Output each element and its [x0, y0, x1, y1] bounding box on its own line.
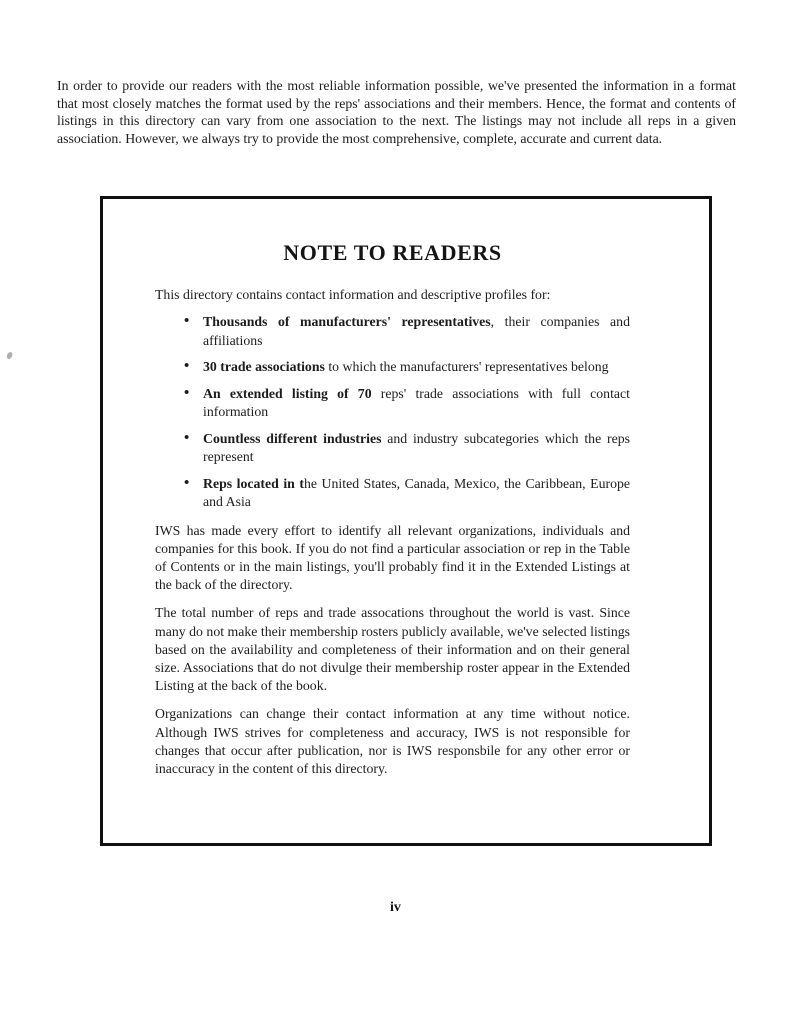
bullet-bold-text: Countless different industries	[203, 430, 382, 446]
bullet-item	[203, 475, 630, 512]
bullet-bold-text: Reps located in t	[203, 475, 304, 491]
note-paragraph: IWS has made every effort to identify all relevant organizations, individuals and companies for this book. If you do not find a particular association or rep in the Table of Contents or in the main listings, you'll probably find it in the Extended Listings at the back of the directory.	[155, 522, 630, 593]
intro-paragraph: In order to provide our readers with the most reliable information possible, we've presented the information in a format that most closely matches the format used by the reps' associations and their members. Hence, the format and contents of listings in this directory can vary from one association to the next. The listings may not include all reps in a given association. However, we always try to provide the most comprehensive, complete, accurate and current data.	[57, 78, 736, 146]
bullet-item	[203, 358, 630, 377]
bullet-item	[203, 385, 630, 422]
page-number: iv	[390, 900, 401, 915]
note-to-readers-box	[100, 196, 712, 846]
scan-artifact-mark	[6, 351, 13, 359]
bullet-rest-text: reps' trade associations with full contact information	[203, 385, 630, 419]
bullet-rest-text: and industry subcategories which the reps represent	[203, 430, 630, 464]
bullet-bold-text: An extended listing of 70	[203, 385, 372, 401]
bullet-rest-text: , their companies and affiliations	[203, 314, 630, 348]
bullet-bold-text: Thousands of manufacturers' representatives	[203, 314, 491, 329]
bullet-rest-text: to which the manufacturers' representatives belong	[324, 359, 609, 374]
note-paragraph: Organizations can change their contact information at any time without notice. Although IWS strives for completeness and accuracy, IWS is not responsible for changes that occur after publication, nor is IWS responsbile for any other error or inaccuracy in the content of this directory.	[155, 706, 630, 776]
note-box-title: NOTE TO READERS	[283, 240, 502, 265]
note-bullet-list	[155, 313, 630, 512]
bullet-item	[203, 313, 630, 350]
note-paragraph: The total number of reps and trade assocations throughout the world is vast. Since many do not make their membership rosters publicly available, we've selected listings based on the availability and completeness of their information and on their general size. Associations that do not divulge their membership roster appear in the Extended Listing at the back of the book.	[155, 605, 630, 694]
note-box-lead: This directory contains contact information and descriptive profiles for:	[155, 287, 551, 302]
bullet-bold-text: 30 trade associations	[203, 359, 325, 374]
bullet-rest-text: he United States, Canada, Mexico, the Caribbean, Europe and Asia	[203, 475, 630, 509]
bullet-item	[203, 430, 630, 467]
